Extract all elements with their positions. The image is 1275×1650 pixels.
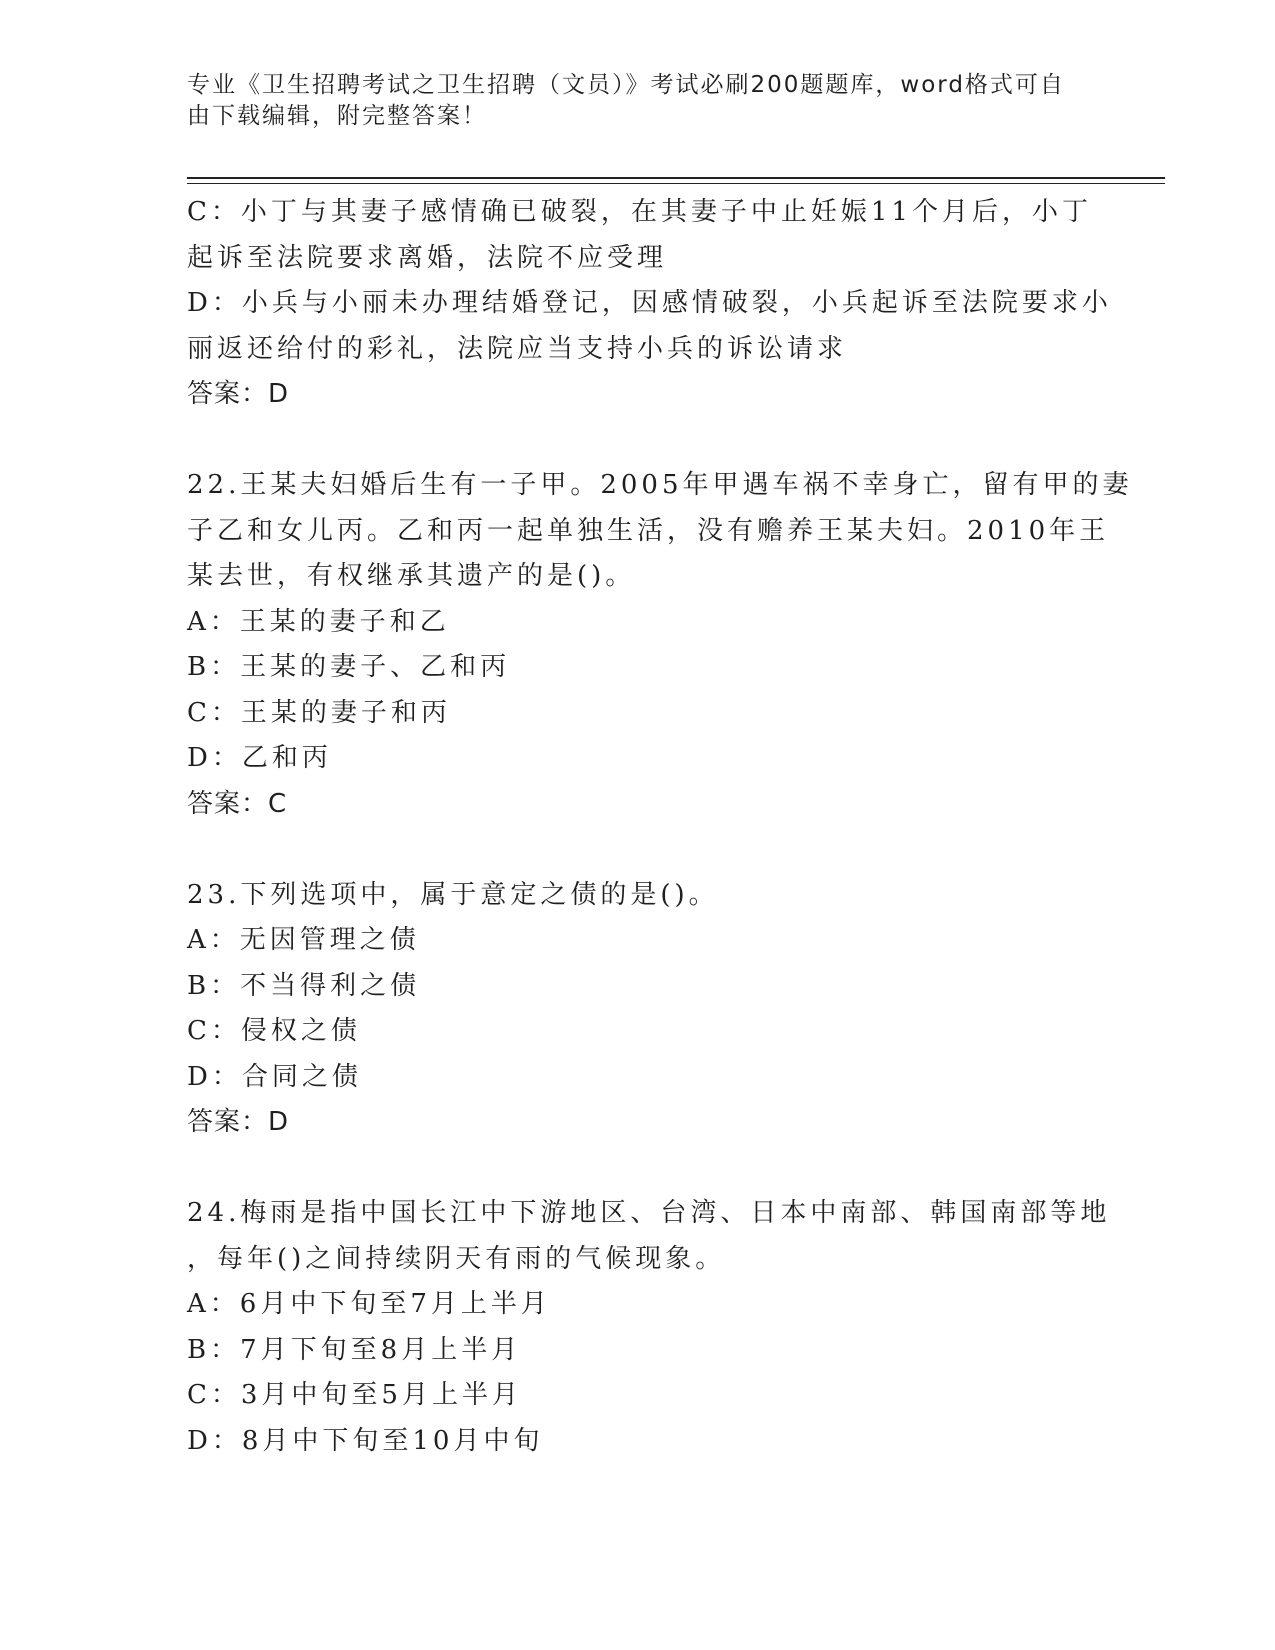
option-c: C：侵权之债	[187, 1016, 361, 1046]
option-d: D：合同之债	[187, 1061, 362, 1092]
question-stem-line-1: 24.梅雨是指中国长江中下游地区、台湾、日本中南部、韩国南部等地	[187, 1198, 1111, 1228]
question-22	[187, 463, 1133, 827]
question-content	[187, 190, 1133, 1464]
option-c-line-2: 起诉至法院要求离婚，法院不应受理	[187, 242, 668, 273]
option-c: C：王某的妻子和丙	[187, 697, 451, 728]
spacer	[187, 827, 1087, 873]
spacer	[187, 1146, 1087, 1192]
header-divider-thin	[187, 183, 1165, 184]
question-stem-line-3: 某去世，有权继承其遗产的是()。	[187, 561, 636, 591]
option-a: A：王某的妻子和乙	[187, 606, 450, 637]
option-d: D：乙和丙	[187, 743, 332, 773]
option-a: A：无因管理之债	[187, 925, 420, 955]
spacer	[187, 418, 1087, 464]
question-stem-line-1: 23.下列选项中，属于意定之债的是()。	[187, 879, 719, 910]
header-title-line-1: 专业《卫生招聘考试之卫生招聘（文员）》考试必刷200题题库，word格式可自	[187, 72, 1065, 98]
option-b: B：不当得利之债	[187, 970, 421, 1001]
question-23	[187, 873, 1087, 1146]
option-b: B：7月下旬至8月上半月	[187, 1334, 522, 1365]
header-divider-thick	[187, 177, 1165, 179]
option-a: A：6月中下旬至7月上半月	[187, 1289, 551, 1319]
question-stem-line-2: 子乙和女儿丙。乙和丙一起单独生活，没有赡养王某夫妇。2010年王	[187, 515, 1110, 546]
header-title-line-2: 由下载编辑，附完整答案！	[187, 103, 487, 129]
question-21-tail	[187, 190, 1112, 418]
document-header	[187, 70, 1087, 132]
answer-23: 答案：D	[187, 1107, 290, 1137]
question-stem-line-1: 22.王某夫妇婚后生有一子甲。2005年甲遇车祸不幸身亡，留有甲的妻	[187, 470, 1133, 500]
option-d-line-1: D：小兵与小丽未办理结婚登记，因感情破裂，小兵起诉至法院要求小	[187, 288, 1112, 318]
question-stem-line-2: ，每年()之间持续阴天有雨的气候现象。	[187, 1243, 726, 1274]
option-c-line-1: C：小丁与其妻子感情确已破裂，在其妻子中止妊娠11个月后，小丁	[187, 197, 1092, 227]
answer-22: 答案：C	[187, 788, 288, 819]
question-24	[187, 1191, 1111, 1464]
option-d-line-2: 丽返还给付的彩礼，法院应当支持小兵的诉讼请求	[187, 333, 848, 364]
answer-21: 答案：D	[187, 379, 290, 409]
option-c: C：3月中旬至5月上半月	[187, 1380, 522, 1410]
option-d: D：8月中下旬至10月中旬	[187, 1425, 544, 1456]
option-b: B：王某的妻子、乙和丙	[187, 652, 511, 682]
